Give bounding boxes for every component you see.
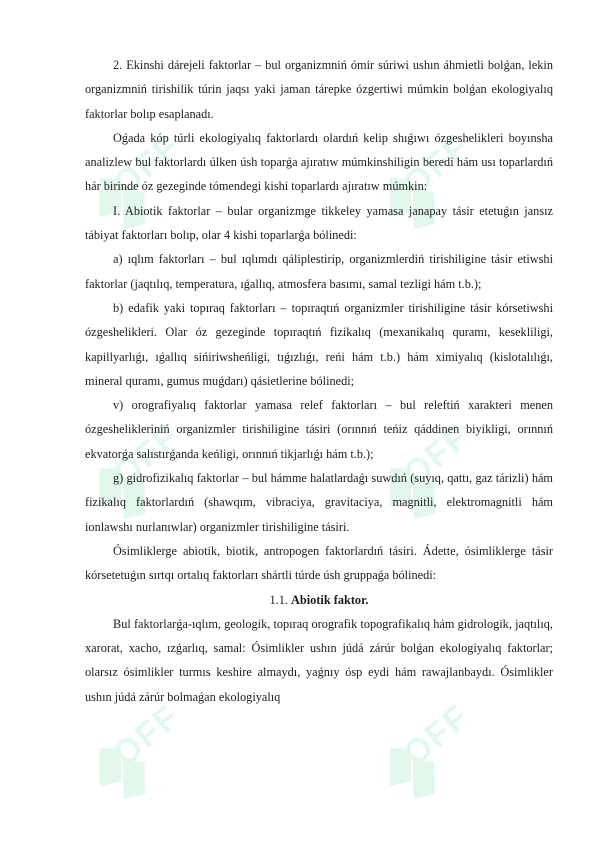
watermark-logo: OFF — [39, 369, 250, 580]
paragraph: a) ıqlım faktorları – bul ıqlımdı qáliplestirip, organizmlerdiń tirishiligine tásir etiwshi faktorlar (jaqtılıq, temperatura, ıǵallıq, atmosfera basımı, samal tezligi hám t.b.); — [85, 252, 553, 291]
paragraph: Oǵada kóp túrli ekologiyalıq faktorlardı olardıń kelip shıǵıwı ózgeshelikleri boyınsha analizlew bul faktorlardı úlken úsh toparǵa ajıratıw múmkinshiligin beredi hám usı toparlardıń hár birinde óz gezeginde tómendegi kishi toparlardı ajıratıw múmkin: — [85, 130, 553, 194]
paragraph: Bul faktorlarǵa-ıqlım, geologik, topıraq orografik topografikalıq hám gidrologik, jaqtılıq, xarorat, xacho, ızǵarlıq, samal: Ósimlikler ushın júdá zárúr bolǵan ekologiyalıq faktorlar; olarsız ósimlikler turmıs keshire almaydı, yaǵnıy ósp eydi hám rawajlanbaydı. Ósimlikler ushın júdá zárúr bolmaǵan ekologiyalıq — [85, 616, 553, 704]
watermark-logo: OFF — [39, 649, 250, 860]
watermark-logo: OFF — [329, 369, 540, 580]
watermark-logo: OFF — [329, 649, 540, 860]
paragraph: I. Abiotik faktorlar – bular organizmge tikkeley yamasa janapay tásir etetuǵın jansız tábiyat faktorları bolıp, olar 4 kishi toparlarǵa bólinedi: — [85, 203, 553, 243]
paragraph: g) gidrofizikalıq faktorlar – bul hámme halatlardaǵı suwdıń (suyıq, qattı, gaz tárizli) hám fizikalıq faktorlardıń (shawqım, vibraciya, gravitaciya, magnitli, elektromagnitli hám ionlawshı nurlanıwlar) organizmler tirishiligine tásiri. — [85, 471, 553, 534]
paragraph: v) orografiyalıq faktorlar yamasa relef faktorları – bul releftiń xarakteri menen ózgeshelikleriniń organizmler tirishiligine tásiri (orınnıń teńiz qáddinen biyikligi, orınnıń ekvatorǵa salıstırǵanda keńligi, orınnıń tikjarlıǵı hám t.b.); — [85, 398, 553, 461]
section-number: 1.1. — [269, 592, 288, 607]
paragraph: b) edafik yaki topıraq faktorları – topıraqtıń organizmler tirishiligine tásir kórsetiwshi ózgeshelikleri. Olar óz gezeginde topıraqtıń fizikalıq (mexanikalıq quramı, kesekliligi, kapillyarlıǵı, ıǵallıq sińiriwsheńligi, tıǵızlıǵı, reńi hám t.b.) hám ximiyalıq (kislotalılıǵı, mineral quramı, gumus muǵdarı) qásietlerine bólinedi; — [85, 300, 553, 388]
document-body — [85, 53, 553, 709]
paragraph: Ósimliklerge abiotik, biotik, antropogen faktorlardıń tásiri. Ádette, ósimliklerge tásir kórsetetuǵın sırtqı ortalıq faktorları shártli túrde úsh gruppaǵa bólinedi: — [85, 543, 553, 583]
paragraph: 2. Ekinshi dárejeli faktorlar – bul organizmniń ómir súriwi ushın áhmietli bolǵan, lekin organizmniń tirishilik túrin jaqsı yaki jaman tárepke ózgertiwi múmkin bolǵan ekologiyalıq faktorlar bolıp esaplanadı. — [85, 58, 553, 121]
section-title: Abiotik faktor. — [291, 592, 369, 607]
watermark-logo: OFF — [329, 79, 540, 290]
section-heading — [85, 588, 553, 612]
watermark-logo: OFF — [39, 79, 250, 290]
